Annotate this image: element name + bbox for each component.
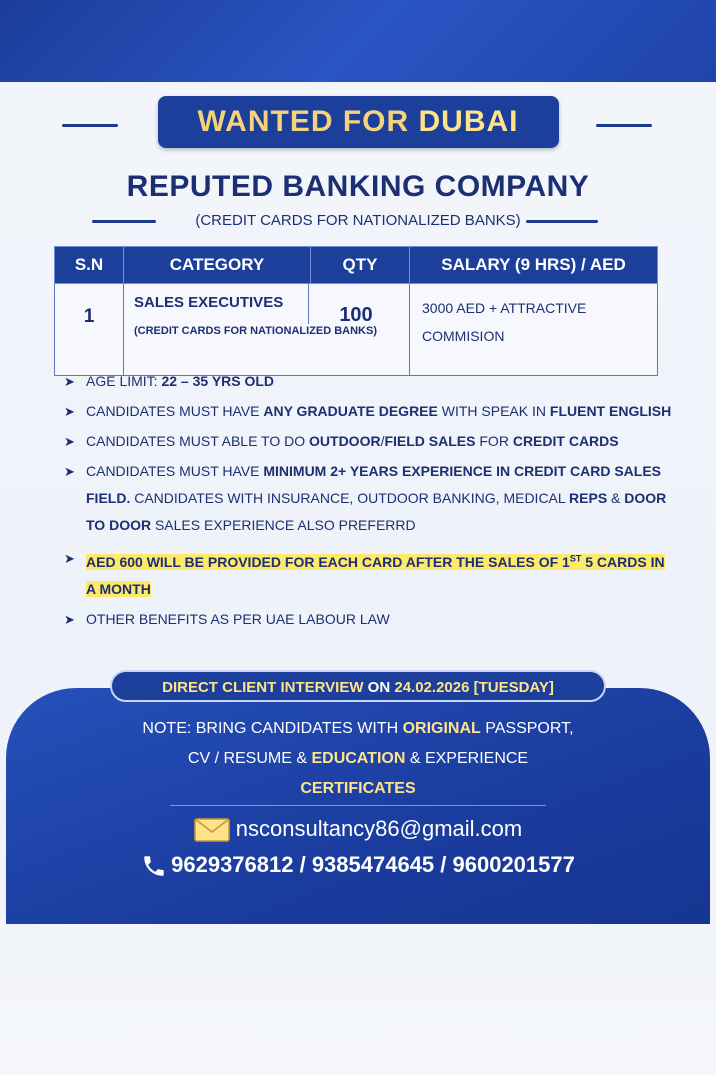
note-text-a: NOTE: BRING CANDIDATES WITH xyxy=(142,720,403,737)
requirements-list xyxy=(64,368,674,636)
row-salary xyxy=(410,284,658,376)
email-row xyxy=(0,816,716,842)
reps-emphasis: REPS xyxy=(569,490,608,506)
degree-emphasis: ANY GRADUATE DEGREE xyxy=(263,403,438,419)
company-title: REPUTED BANKING COMPANY xyxy=(126,170,590,203)
arrow-bullet-icon: ➤ xyxy=(64,464,75,479)
email-link[interactable]: nsconsultancy86@gmail.com xyxy=(235,816,523,841)
interview-label: DIRECT CLIENT INTERVIEW xyxy=(162,679,364,696)
outdoor-emphasis: OUTDOOR xyxy=(309,433,381,449)
headline-accent: DUBAI xyxy=(418,105,519,138)
list-item xyxy=(64,398,674,425)
note-passport: PASSPORT, xyxy=(480,720,574,737)
arrow-bullet-icon: ➤ xyxy=(64,374,75,389)
header-category: CATEGORY xyxy=(124,247,311,284)
row-category-qty xyxy=(124,284,410,376)
list-item xyxy=(64,545,674,603)
contact-divider xyxy=(170,805,546,806)
list-item xyxy=(64,606,674,633)
incentive-highlight xyxy=(86,554,665,597)
experience-text: CANDIDATES MUST HAVE xyxy=(86,463,264,479)
language-emphasis: FLUENT ENGLISH xyxy=(549,403,672,419)
note-certificates: CERTIFICATES xyxy=(300,780,416,797)
row-category-note: (CREDIT CARDS FOR NATIONALIZED BANKS) xyxy=(134,325,378,337)
ampersand-text: & xyxy=(607,490,625,506)
row-salary-line2: COMMISION xyxy=(422,328,505,344)
top-banner-band xyxy=(0,0,716,82)
language-text: WITH SPEAK IN xyxy=(437,403,550,419)
door-to-door-emphasis: DOOR TO DOOR xyxy=(86,490,667,533)
list-item xyxy=(64,368,674,395)
header-sn: S.N xyxy=(55,247,124,284)
job-table xyxy=(54,246,658,376)
preferred-text: SALES EXPERIENCE ALSO PREFERRD xyxy=(151,517,416,533)
note-block xyxy=(0,714,716,804)
note-original: ORIGINAL xyxy=(402,720,481,737)
note-cv: CV / RESUME & xyxy=(187,750,312,767)
arrow-bullet-icon: ➤ xyxy=(64,404,75,419)
row-sn: 1 xyxy=(55,284,124,376)
incentive-ordinal: ST xyxy=(569,553,582,563)
header-qty: QTY xyxy=(311,247,410,284)
interview-date: 24.02.2026 [TUESDAY] xyxy=(394,679,554,696)
table-row xyxy=(55,284,658,376)
field-text: CANDIDATES MUST ABLE TO DO xyxy=(86,433,310,449)
for-text: FOR xyxy=(475,433,513,449)
age-label: AGE LIMIT: xyxy=(86,373,162,389)
row-salary-line1: 3000 AED + ATTRACTIVE xyxy=(422,300,587,316)
headline xyxy=(0,96,716,148)
arrow-bullet-icon: ➤ xyxy=(64,434,75,449)
headline-badge xyxy=(158,96,559,148)
incentive-text-end: 5 CARDS IN A MONTH xyxy=(86,553,665,597)
note-line-2 xyxy=(0,744,716,774)
phone-icon xyxy=(141,853,167,879)
list-item xyxy=(64,458,674,539)
degree-text: CANDIDATES MUST HAVE xyxy=(86,403,264,419)
experience-emphasis: MINIMUM 2+ YEARS EXPERIENCE IN CREDIT CARD SALES FIELD. xyxy=(86,463,661,506)
arrow-bullet-icon: ➤ xyxy=(64,551,75,566)
benefits-text: OTHER BENEFITS AS PER UAE LABOUR LAW xyxy=(86,610,390,627)
header-salary: SALARY (9 HRS) / AED xyxy=(410,247,658,284)
company-subtitle: (CREDIT CARDS FOR NATIONALIZED BANKS) xyxy=(195,212,521,229)
interview-banner xyxy=(110,670,606,702)
phone-numbers[interactable]: 9629376812 / 9385474645 / 9600201577 xyxy=(171,852,575,877)
headline-prefix: WANTED FOR xyxy=(197,105,410,138)
experience-detail: CANDIDATES WITH INSURANCE, OUTDOOR BANKING, MEDICAL xyxy=(130,490,570,506)
arrow-bullet-icon: ➤ xyxy=(64,611,75,627)
note-education: EDUCATION xyxy=(311,750,406,767)
field-sales-emphasis: FIELD SALES xyxy=(384,433,476,449)
age-value: 22 – 35 YRS OLD xyxy=(161,373,275,389)
credit-cards-emphasis: CREDIT CARDS xyxy=(512,433,619,449)
phone-row xyxy=(0,852,716,879)
list-item xyxy=(64,428,674,455)
note-line-1 xyxy=(0,714,716,744)
row-qty: 100 xyxy=(339,304,373,326)
incentive-text: AED 600 WILL BE PROVIDED FOR EACH CARD AFTER THE SALES OF 1 xyxy=(86,553,570,570)
interview-on: ON xyxy=(363,679,395,696)
row-category: SALES EXECUTIVES xyxy=(134,294,284,311)
note-experience: & EXPERIENCE xyxy=(405,750,529,767)
envelope-icon xyxy=(194,818,230,842)
slash-text: / xyxy=(380,433,385,449)
table-header-row xyxy=(55,247,658,284)
